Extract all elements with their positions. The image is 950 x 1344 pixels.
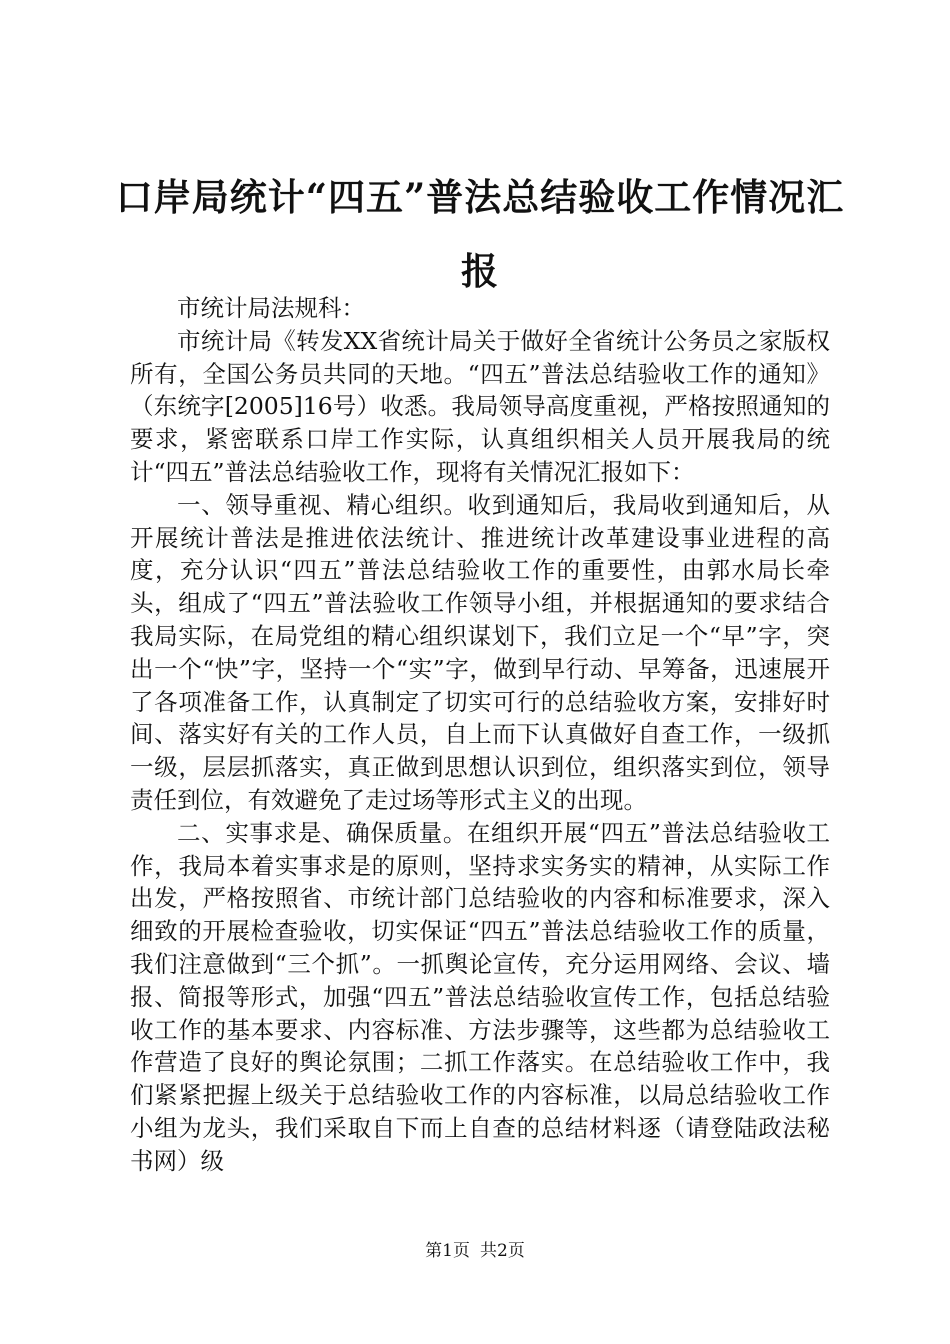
salutation: 市统计局法规科： — [177, 294, 365, 322]
paragraph-section-2: 二、实事求是、确保质量。在组织开展“四五”普法总结验收工作，我局本着实事求是的原则，坚持求实务实的精神，从实际工作出发，严格按照省、市统计部门总结验收的内容和标准要求，深入细致的开展检查验收，切实保证“四五”普法总结验收工作的质量，我们注意做到“三个抓”。一抓舆论宣传，充分运用网络、会议、墙报、简报等形式，加强“四五”普法总结验收宣传工作，包括总结验收工作的基本要求、内容标准、方法步骤等，这些都为总结验收工作营造了良好的舆论氛围；二抓工作落实。在总结验收工作中，我们紧紧把握上级关于总结验收工作的内容标准，以局总结验收工作小组为龙头，我们采取自下而上自查的总结材料逐（请登陆政法秘书网）级 — [130, 818, 830, 1175]
document-body — [130, 292, 830, 1178]
document-title: 口岸局统计“四五”普法总结验收工作情况汇报 — [115, 175, 845, 293]
paragraph-intro: 市统计局《转发XX省统计局关于做好全省统计公务员之家版权所有，全国公务员共同的天地。“四五”普法总结验收工作的通知》（东统字[2005]16号）收悉。我局领导高度重视，严格按照通知的要求，紧密联系口岸工作实际，认真组织相关人员开展我局的统计“四五”普法总结验收工作，现将有关情况汇报如下： — [130, 326, 830, 486]
paragraph-section-1: 一、领导重视、精心组织。收到通知后，我局收到通知后，从开展统计普法是推进依法统计、推进统计改革建设事业进程的高度，充分认识“四五”普法总结验收工作的重要性，由郭水局长牵头，组成了“四五”普法验收工作领导小组，并根据通知的要求结合我局实际，在局党组的精心组织谋划下，我们立足一个“早”字，突出一个“快”字，坚持一个“实”字，做到早行动、早筹备，迅速展开了各项准备工作，认真制定了切实可行的总结验收方案，安排好时间、落实好有关的工作人员，自上而下认真做好自查工作，一级抓一级，层层抓落实，真正做到思想认识到位，组织落实到位，领导责任到位，有效避免了走过场等形式主义的出现。 — [130, 490, 830, 814]
page-footer — [0, 1240, 950, 1262]
page-total: 共2页 — [480, 1241, 525, 1261]
page-number: 第1页 — [425, 1241, 470, 1261]
